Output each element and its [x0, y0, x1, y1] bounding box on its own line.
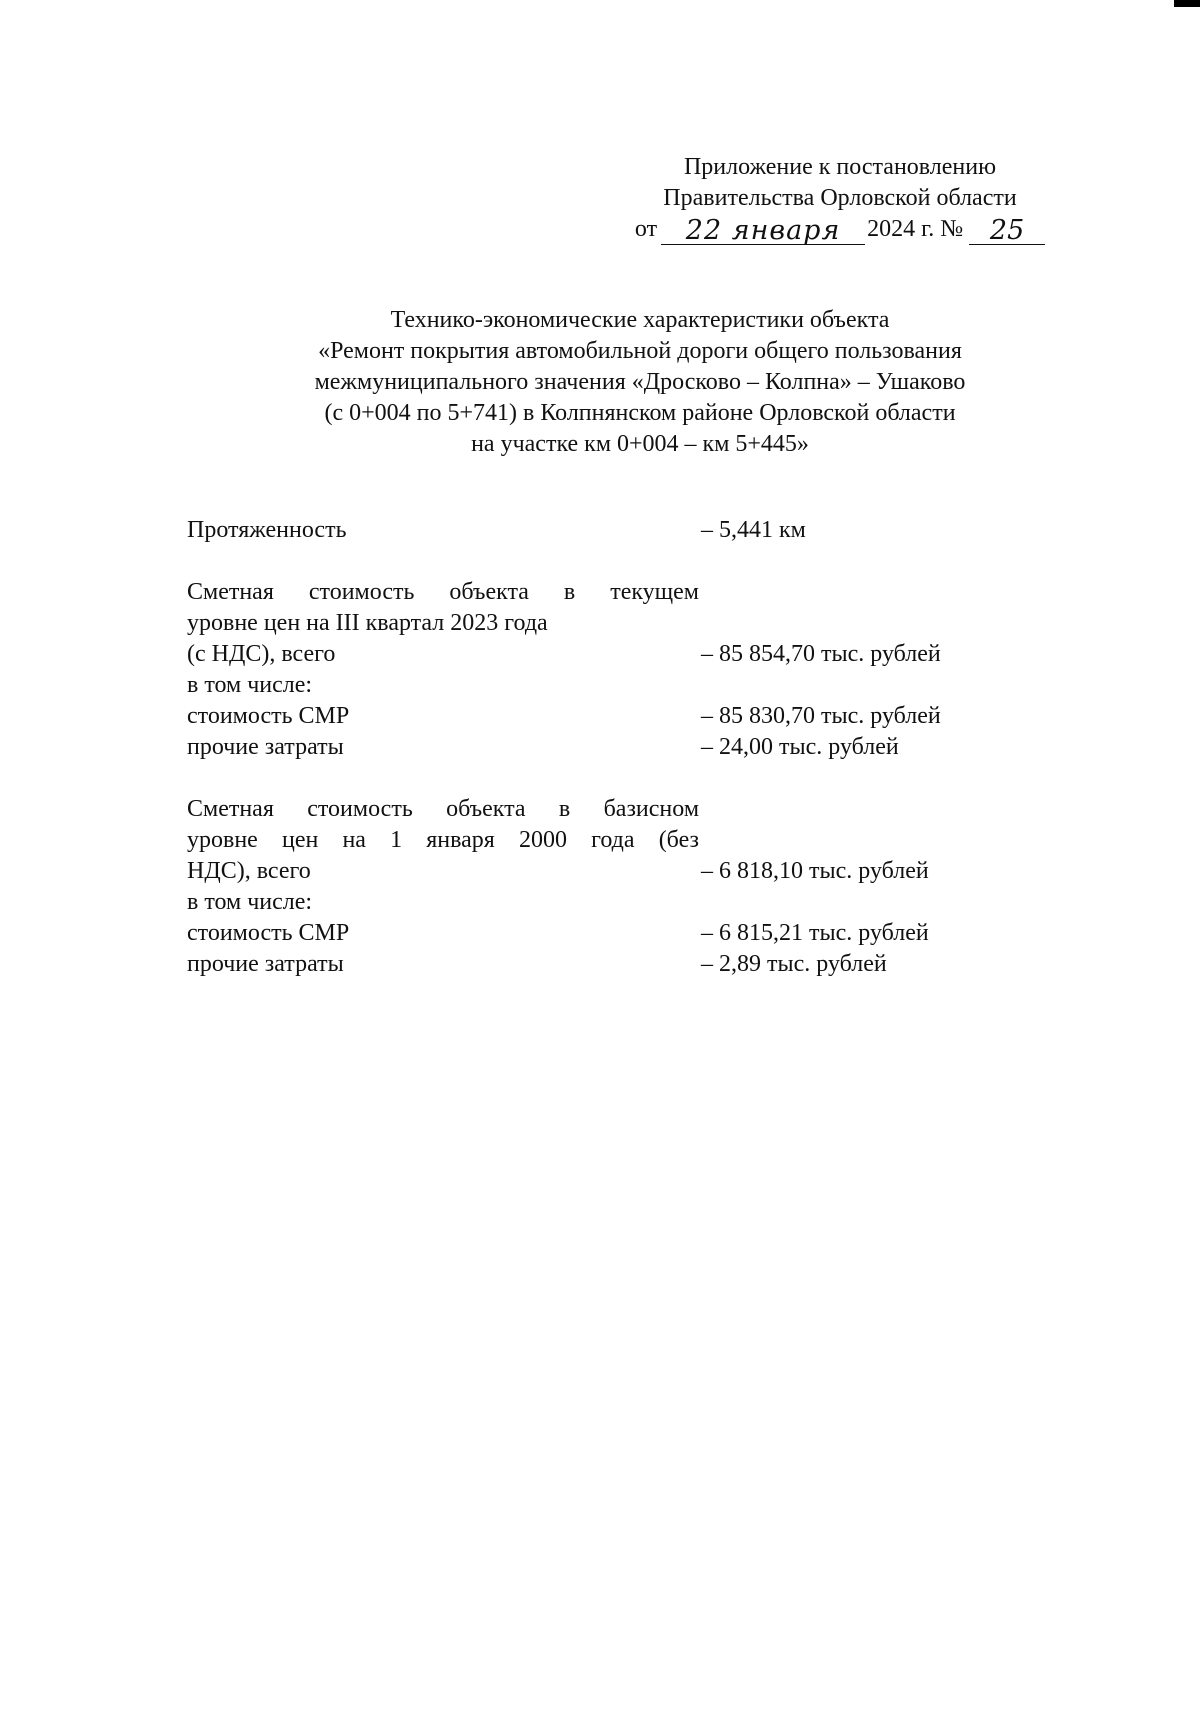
title-line-4: (с 0+004 по 5+741) в Колпнянском районе Орловской области: [324, 400, 956, 426]
handwritten-date: 22 января: [661, 218, 865, 245]
base-cost-label-1: Сметная стоимость объекта в базисном: [187, 796, 699, 822]
appendix-line-2: Правительства Орловской области: [663, 185, 1017, 211]
appendix-line-1: Приложение к постановлению: [683, 154, 997, 180]
base-other-value: – 2,89 тыс. рублей: [701, 951, 887, 977]
title-line-5: на участке км 0+004 – км 5+445»: [471, 431, 809, 457]
length-value: – 5,441 км: [701, 517, 806, 543]
date-year-number-label: 2024 г. №: [867, 216, 964, 242]
current-other-label: прочие затраты: [187, 734, 344, 760]
title-line-2: «Ремонт покрытия автомобильной дороги общего пользования: [318, 338, 962, 364]
current-including-label: в том числе:: [187, 672, 313, 698]
current-cost-label-1: Сметная стоимость объекта в текущем: [187, 579, 699, 605]
current-cost-total: – 85 854,70 тыс. рублей: [701, 641, 941, 667]
current-cost-block: [187, 577, 1087, 763]
current-cost-label-2: уровне цен на III квартал 2023 года: [187, 610, 548, 636]
document-title: [200, 305, 1080, 460]
base-including-label: в том числе:: [187, 889, 313, 915]
current-smr-value: – 85 830,70 тыс. рублей: [701, 703, 941, 729]
scan-corner-mark: [1174, 0, 1200, 7]
current-smr-label: стоимость СМР: [187, 703, 350, 729]
date-prefix: от: [634, 216, 658, 242]
base-cost-label-2: уровне цен на 1 января 2000 года (без: [187, 827, 699, 853]
base-cost-block: [187, 794, 1087, 980]
base-other-label: прочие затраты: [187, 951, 344, 977]
length-label: Протяженность: [187, 517, 347, 543]
base-cost-label-3: НДС), всего: [187, 858, 311, 884]
current-cost-label-3: (с НДС), всего: [187, 641, 336, 667]
base-cost-total: – 6 818,10 тыс. рублей: [701, 858, 929, 884]
base-smr-value: – 6 815,21 тыс. рублей: [701, 920, 929, 946]
base-smr-label: стоимость СМР: [187, 920, 350, 946]
title-line-1: Технико-экономические характеристики объекта: [390, 307, 890, 333]
handwritten-number: 25: [969, 218, 1045, 245]
appendix-date-line: [600, 214, 1080, 245]
length-row: [187, 515, 1087, 546]
characteristics-list: [187, 515, 1087, 980]
current-other-value: – 24,00 тыс. рублей: [701, 734, 899, 760]
appendix-header: [600, 152, 1080, 245]
title-line-3: межмуниципального значения «Дросково – Колпна» – Ушаково: [314, 369, 966, 395]
